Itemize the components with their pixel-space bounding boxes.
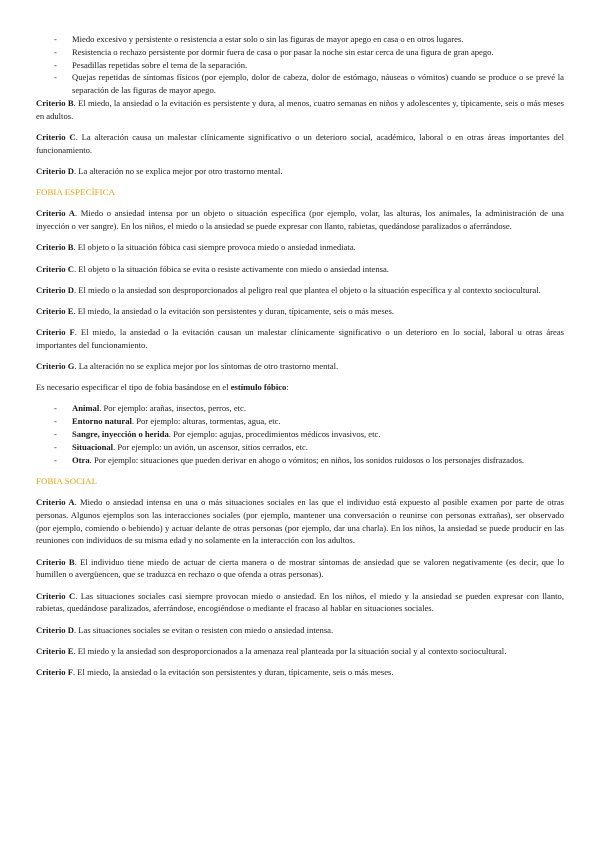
criterion-text: . Las situaciones sociales casi siempre provocan miedo o ansiedad. En los niños, el miedo y la ansiedad se pueden expresar con llanto, rabietas, quedándose paralizados, aferrándose, encogiéndose o mediante el fracaso al hablar en situaciones sociales. — [36, 590, 564, 614]
list-item — [72, 454, 564, 467]
section-heading-fobia-social: FOBIA SOCIAL — [36, 475, 98, 486]
specify-paragraph — [36, 381, 564, 394]
criterion-label: Criterio D — [36, 624, 74, 635]
criterion-paragraph — [36, 165, 564, 178]
criterion-text: . El miedo, la ansiedad o la evitación son persistentes y duran, típicamente, seis o más meses. — [72, 666, 394, 677]
criterion-text: . Miedo o ansiedad intensa en una o más situaciones sociales en las que el individuo está expuesto al posible examen por parte de otras personas. Algunos ejemplos son las interacciones sociales (por ejemplo, mantener una conversación o reunirse con personas extrañas), ser observado (por ejemplo, comiendo o bebiendo) y actuar delante de otras personas (por ejemplo, dar una charla). En los niños, la ansiedad se puede producir en las reuniones con individuos de su misma edad y no solamente en la interacción con los adultos. — [36, 496, 564, 546]
criterion-label: Criterio E — [36, 645, 74, 656]
type-label: Animal — [72, 403, 100, 414]
list-item — [72, 428, 564, 441]
criterion-paragraph — [36, 131, 564, 157]
type-text: . Por ejemplo: agujas, procedimientos médicos invasivos, etc. — [168, 429, 381, 440]
criterion-label: Criterio F — [36, 327, 75, 338]
criterion-label: Criterio D — [36, 284, 74, 295]
criterion-text: . El miedo, la ansiedad o la evitación es persistente y dura, al menos, cuatro semanas en niños y adolescentes y, típicamente, seis o más meses en adultos. — [36, 97, 564, 121]
criterion-label: Criterio C — [36, 263, 74, 274]
list-item — [72, 415, 564, 428]
specify-suffix: : — [286, 382, 289, 393]
criterion-paragraph — [36, 590, 564, 616]
criterion-text: . La alteración no se explica mejor por los síntomas de otro trastorno mental. — [74, 361, 339, 372]
criterion-paragraph — [36, 666, 564, 679]
intro-bullet-list — [36, 33, 564, 97]
type-label: Sangre, inyección o herida — [72, 429, 169, 440]
criterion-paragraph — [36, 241, 564, 254]
criterion-label: Criterio F — [36, 666, 73, 677]
type-text: . Por ejemplo: arañas, insectos, perros, etc. — [99, 403, 246, 414]
section-heading-fobia-especifica: FOBIA ESPECÍFICA — [36, 187, 116, 198]
criterion-label: Criterio C — [36, 131, 76, 142]
criterion-text: . La alteración no se explica mejor por otro trastorno mental. — [73, 165, 283, 176]
criterion-paragraph — [36, 556, 564, 582]
criterion-paragraph — [36, 360, 564, 373]
criterion-text: . Miedo o ansiedad intensa por un objeto o situación específica (por ejemplo, volar, las alturas, los animales, la administración de una inyección o ver sangre). En los niños, el miedo o la ansiedad se puede expresar con llanto, rabietas, quedándose paralizados o aferrándose. — [36, 208, 564, 232]
criterion-paragraph — [36, 284, 564, 297]
criterion-paragraph — [36, 305, 564, 318]
type-label: Entorno natural — [72, 416, 132, 427]
criterion-label: Criterio A — [36, 208, 75, 219]
specify-prefix: Es necesario especificar el tipo de fobia basándose en el — [36, 382, 231, 393]
list-item — [72, 441, 564, 454]
criterion-text: . El individuo tiene miedo de actuar de cierta manera o de mostrar síntomas de ansiedad que se valoren negativamente (es decir, que lo humillen o avergüencen, que se traduzca en rechazo o que ofenda a otras personas). — [36, 556, 564, 580]
criterion-paragraph — [36, 263, 564, 276]
criterion-paragraph — [36, 645, 564, 658]
criterion-paragraph — [36, 496, 564, 547]
criterion-text: . El miedo y la ansiedad son desproporcionados a la amenaza real planteada por la situación social y al contexto sociocultural. — [73, 645, 507, 656]
list-item: - Miedo excesivo y persistente o resistencia a estar solo o sin las figuras de mayor apego en casa o en otros lugares. — [72, 33, 564, 46]
list-item: - Quejas repetidas de síntomas físicos (por ejemplo, dolor de cabeza, dolor de estómago, náuseas o vómitos) cuando se produce o se prevé la separación de las figuras de mayor apego. — [72, 71, 564, 97]
list-item: - Pesadillas repetidas sobre el tema de la separación. — [72, 59, 564, 72]
type-label: Otra — [72, 454, 90, 465]
criterion-paragraph — [36, 326, 564, 352]
list-item: - Resistencia o rechazo persistente por dormir fuera de casa o por pasar la noche sin estar cerca de una figura de gran apego. — [72, 46, 564, 59]
specify-bold: estímulo fóbico — [230, 382, 287, 393]
criterion-paragraph — [36, 207, 564, 233]
criterion-paragraph — [36, 97, 564, 123]
criterion-label: Criterio B — [36, 97, 74, 108]
criterion-label: Criterio G — [36, 361, 75, 372]
criterion-text: . El objeto o la situación fóbica se evita o resiste activamente con miedo o ansiedad intensa. — [73, 263, 389, 274]
phobia-type-list — [36, 402, 564, 466]
criterion-text: . El miedo, la ansiedad o la evitación causan un malestar clínicamente significativo o un deterioro en lo social, laboral u otras áreas importantes del funcionamiento. — [36, 327, 565, 350]
type-text: . Por ejemplo: situaciones que pueden derivar en ahogo o vómitos; en niños, los sonidos ruidosos o los personajes disfrazados. — [89, 454, 525, 465]
criterion-label: Criterio B — [36, 242, 74, 253]
criterion-label: Criterio A — [36, 496, 75, 507]
criterion-label: Criterio C — [36, 590, 76, 601]
criterion-text: . Las situaciones sociales se evitan o resisten con miedo o ansiedad intensa. — [73, 624, 334, 635]
criterion-label: Criterio D — [36, 165, 74, 176]
criterion-label: Criterio B — [36, 556, 75, 567]
criterion-paragraph — [36, 624, 564, 637]
criterion-text: . El objeto o la situación fóbica casi siempre provoca miedo o ansiedad inmediata. — [73, 242, 356, 253]
criterion-text: . El miedo o la ansiedad son desproporcionados al peligro real que plantea el objeto o la situación específica y al contexto sociocultural. — [73, 284, 541, 295]
criterion-text: . La alteración causa un malestar clínicamente significativo o un deterioro social, académico, laboral o en otras áreas importantes del funcionamiento. — [36, 131, 564, 155]
list-item — [72, 402, 564, 415]
criterion-label: Criterio E — [36, 305, 74, 316]
type-label: Situacional — [72, 441, 114, 452]
type-text: . Por ejemplo: un avión, un ascensor, sitios cerrados, etc. — [113, 441, 308, 452]
type-text: . Por ejemplo: alturas, tormentas, agua, etc. — [131, 416, 281, 427]
criterion-text: . El miedo, la ansiedad o la evitación son persistentes y duran, típicamente, seis o más meses. — [73, 305, 394, 316]
